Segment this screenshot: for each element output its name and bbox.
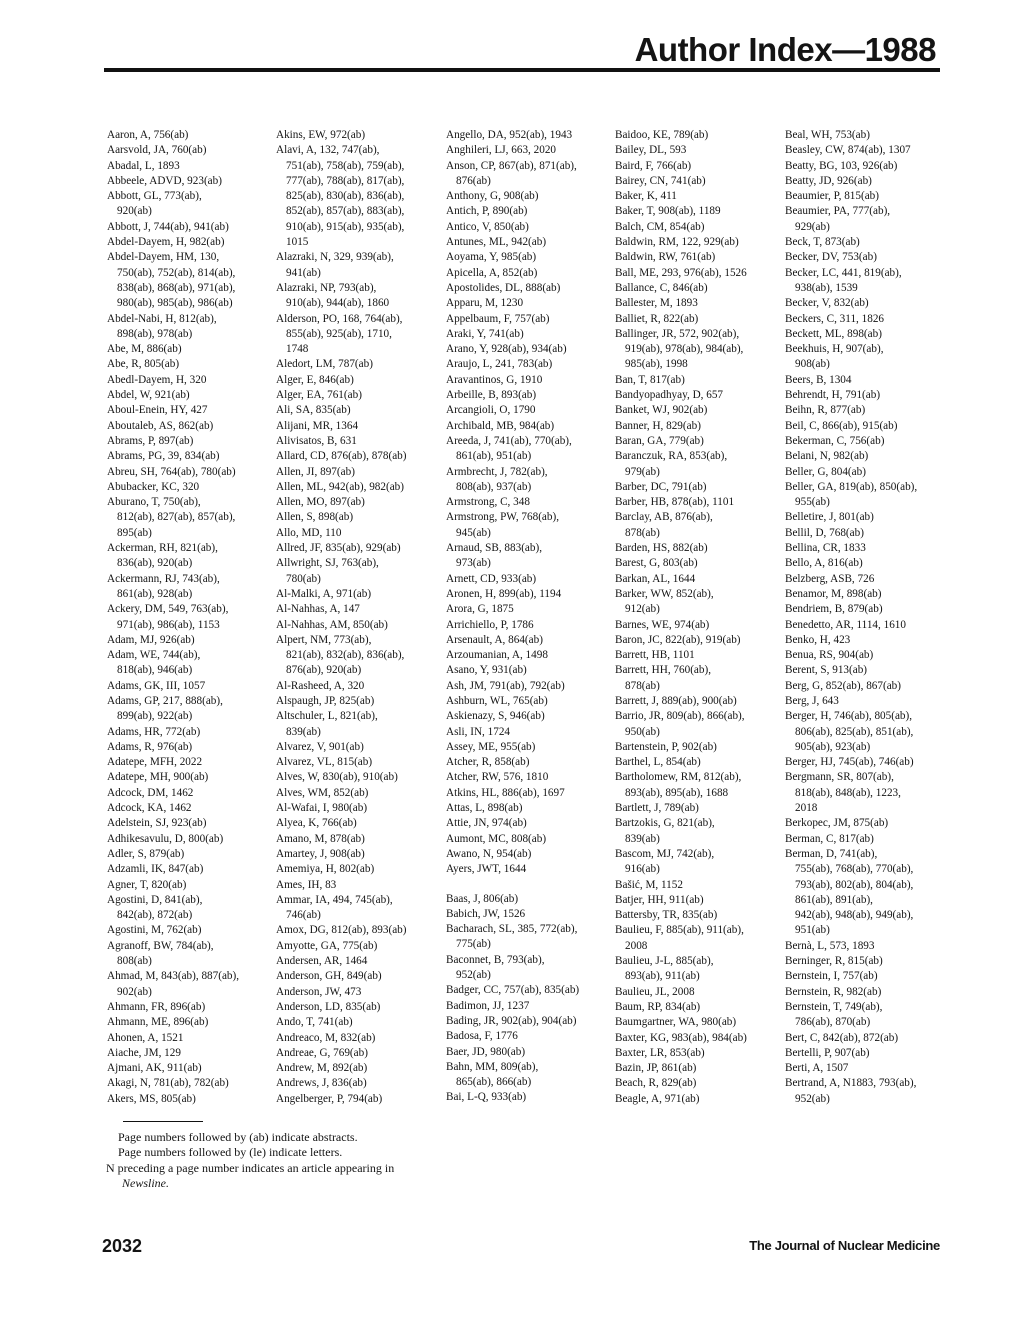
- index-entry: Berti, A, 1507: [785, 1062, 849, 1075]
- index-entry: Beal, WH, 753(ab): [785, 129, 870, 141]
- index-entry: Berger, HJ, 745(ab), 746(ab): [785, 756, 914, 769]
- index-entry: Berman, C, 817(ab): [785, 832, 874, 845]
- index-entry: Alves, W, 830(ab), 910(ab): [276, 771, 398, 784]
- index-entry: Bellil, D, 768(ab): [785, 526, 864, 539]
- index-entry: Aarsvold, JA, 760(ab): [107, 144, 207, 157]
- index-entry: Asli, IN, 1724: [446, 725, 511, 738]
- index-entry: Barden, HS, 882(ab): [615, 542, 708, 555]
- index-entry: Akers, MS, 805(ab): [107, 1092, 196, 1105]
- index-entry: Aaron, A, 756(ab): [107, 129, 189, 141]
- index-entry: Al-Nahhas, AM, 850(ab): [276, 618, 388, 631]
- index-entry: Armbrecht, J, 782(ab), 808(ab), 937(ab): [446, 465, 548, 493]
- index-entry: Apparu, M, 1230: [446, 297, 524, 310]
- page-number: 2032: [102, 1236, 143, 1256]
- index-entry: Ball, ME, 293, 976(ab), 1526: [615, 266, 747, 279]
- index-entry: Altschuler, L, 821(ab), 839(ab): [276, 710, 378, 738]
- index-entry: Belletire, J, 801(ab): [785, 511, 874, 524]
- index-entry: Ahmann, ME, 896(ab): [107, 1016, 209, 1029]
- index-entry: Baas, J, 806(ab): [446, 892, 519, 905]
- index-entry: Aumont, MC, 808(ab): [446, 832, 547, 845]
- index-entry: Abdel-Dayem, HM, 130, 750(ab), 752(ab), 814(ab), 838(ab), 868(ab), 971(ab), 980(ab), 985(ab), 986(ab): [107, 251, 236, 310]
- index-entry: Abdel-Nabi, H, 812(ab), 898(ab), 978(ab): [107, 312, 217, 340]
- index-entry: Barclay, AB, 876(ab), 878(ab): [615, 511, 713, 539]
- index-entry: Agostini, M, 762(ab): [107, 924, 202, 937]
- index-entry: Atcher, R, 858(ab): [446, 756, 530, 769]
- index-entry: Barthel, L, 854(ab): [615, 756, 701, 769]
- page-title: Author Index—1988: [634, 31, 936, 68]
- index-entry: Apostolides, DL, 888(ab): [446, 281, 561, 294]
- index-entry: Alvarez, V, 901(ab): [276, 740, 364, 753]
- index-entry: Adzamli, IK, 847(ab): [107, 863, 204, 876]
- index-entry: Baker, K, 411: [615, 190, 677, 203]
- index-entry: Behrendt, H, 791(ab): [785, 389, 881, 402]
- index-entry: Bernstein, I, 757(ab): [785, 970, 878, 983]
- index-entry: Adhikesavulu, D, 800(ab): [107, 832, 224, 845]
- journal-name: The Journal of Nuclear Medicine: [749, 1238, 940, 1253]
- index-entry: Barker, WW, 852(ab), 912(ab): [615, 587, 714, 616]
- index-entry: Bernà, L, 573, 1893: [785, 939, 875, 952]
- index-entry: Abe, R, 805(ab): [107, 358, 180, 371]
- index-entry: Becker, DV, 753(ab): [785, 251, 877, 264]
- index-entry: Araujo, L, 241, 783(ab): [446, 358, 553, 371]
- index-entry: Allard, CD, 876(ab), 878(ab): [276, 450, 407, 463]
- index-entry: Appelbaum, F, 757(ab): [446, 312, 550, 325]
- index-entry: Adams, R, 976(ab): [107, 740, 193, 753]
- index-entry: Berninger, R, 815(ab): [785, 955, 883, 968]
- index-entry: Adam, MJ, 926(ab): [107, 633, 195, 646]
- index-entry: Arnaud, SB, 883(ab), 973(ab): [446, 542, 543, 570]
- index-entry: Bading, JR, 902(ab), 904(ab): [446, 1014, 577, 1027]
- index-entry: Amartey, J, 908(ab): [276, 847, 365, 860]
- index-entry: Baxter, KG, 983(ab), 984(ab): [615, 1031, 747, 1044]
- index-entry: Angelberger, P, 794(ab): [276, 1092, 383, 1105]
- index-entry: Alger, EA, 761(ab): [276, 389, 362, 402]
- index-entry: Anderson, JW, 473: [276, 985, 362, 998]
- index-entry: Aboul-Enein, HY, 427: [107, 404, 208, 417]
- index-entry: Benko, H, 423: [785, 633, 851, 646]
- index-entry: Baer, JD, 980(ab): [446, 1045, 526, 1058]
- index-entry: Amyotte, GA, 775(ab): [276, 939, 378, 952]
- index-entry: Benedetto, AR, 1114, 1610: [785, 618, 906, 631]
- index-entry: Barber, HB, 878(ab), 1101: [615, 496, 735, 509]
- index-entry: Ballester, M, 1893: [615, 297, 698, 310]
- index-entry: Aburano, T, 750(ab), 812(ab), 827(ab), 857(ab), 895(ab): [107, 496, 236, 539]
- index-entry: Beagle, A, 971(ab): [615, 1092, 700, 1105]
- index-entry: Beihn, R, 877(ab): [785, 404, 866, 417]
- index-entry: Barrett, HB, 1101: [615, 649, 695, 662]
- index-entry: Benua, RS, 904(ab): [785, 649, 874, 662]
- index-entry: Aronen, H, 899(ab), 1194: [446, 587, 562, 600]
- index-entry: Beatty, BG, 103, 926(ab): [785, 159, 898, 172]
- index-entry: Arsenault, A, 864(ab): [446, 633, 543, 646]
- index-entry: Al-Malki, A, 971(ab): [276, 587, 372, 600]
- index-entry: Bartlett, J, 789(ab): [615, 802, 699, 815]
- index-entry: Alazraki, NP, 793(ab), 910(ab), 944(ab), 1860: [276, 281, 390, 310]
- footnotes: [106, 1130, 566, 1191]
- index-entry: Belzberg, ASB, 726: [785, 572, 875, 585]
- index-entry: Arrichiello, P, 1786: [446, 618, 534, 631]
- index-entry: Berg, G, 852(ab), 867(ab): [785, 679, 901, 692]
- index-entry: Andrew, M, 892(ab): [276, 1062, 368, 1075]
- index-entry: Armstrong, C, 348: [446, 496, 530, 509]
- index-entry: Al-Wafai, I, 980(ab): [276, 802, 368, 815]
- index-entry: Beil, C, 866(ab), 915(ab): [785, 419, 898, 432]
- index-column-4: [615, 128, 747, 1107]
- index-entry: Arora, G, 1875: [446, 603, 514, 616]
- index-entry: Baker, T, 908(ab), 1189: [615, 205, 721, 218]
- index-entry: Allen, JI, 897(ab): [276, 465, 355, 478]
- index-entry: Abubacker, KC, 320: [107, 480, 200, 493]
- index-entry: Abadal, L, 1893: [107, 159, 180, 172]
- index-entry: Baldwin, RM, 122, 929(ab): [615, 236, 739, 249]
- index-entry: Abreu, SH, 764(ab), 780(ab): [107, 465, 236, 478]
- index-entry: Asano, Y, 931(ab): [446, 664, 527, 677]
- index-entry: Baidoo, KE, 789(ab): [615, 129, 709, 141]
- index-entry: Badimon, JJ, 1237: [446, 999, 530, 1012]
- index-entry: Beaumier, P, 815(ab): [785, 190, 879, 203]
- index-entry: Bartenstein, P, 902(ab): [615, 740, 717, 753]
- index-entry: Bandyopadhyay, D, 657: [615, 389, 724, 402]
- footnote-newsline: [106, 1161, 566, 1192]
- index-entry: Bert, C, 842(ab), 872(ab): [785, 1031, 899, 1044]
- index-entry: Beasley, CW, 874(ab), 1307: [785, 144, 911, 157]
- index-entry: Amano, M, 878(ab): [276, 832, 365, 845]
- index-entry: Bendriem, B, 879(ab): [785, 603, 883, 616]
- index-entry: Areeda, J, 741(ab), 770(ab), 861(ab), 951(ab): [446, 434, 572, 463]
- index-entry: Bascom, MJ, 742(ab), 916(ab): [615, 847, 715, 876]
- index-entry: Alijani, MR, 1364: [276, 419, 359, 432]
- index-entry: Batjer, HH, 911(ab): [615, 893, 704, 906]
- index-entry: Baron, JC, 822(ab), 919(ab): [615, 633, 741, 646]
- index-entry: Assey, ME, 955(ab): [446, 740, 536, 753]
- index-entry: Baum, RP, 834(ab): [615, 1000, 701, 1013]
- index-entry: Baconnet, B, 793(ab), 952(ab): [446, 953, 545, 982]
- index-entry: Bailey, DL, 593: [615, 144, 687, 157]
- index-entry: Adelstein, SJ, 923(ab): [107, 817, 207, 830]
- index-entry: Atkins, HL, 886(ab), 1697: [446, 786, 565, 799]
- index-entry: Adams, GP, 217, 888(ab), 899(ab), 922(ab): [107, 694, 223, 723]
- index-entry: Ayers, JWT, 1644: [446, 863, 527, 876]
- index-entry: Andreaco, M, 832(ab): [276, 1031, 376, 1044]
- index-entry: Abrams, P, 897(ab): [107, 434, 194, 447]
- index-entry: Bašić, M, 1152: [615, 878, 683, 891]
- footnote-newsline-text: N preceding a page number indicates an article appearing in: [106, 1160, 395, 1175]
- index-entry: Alazraki, N, 329, 939(ab), 941(ab): [276, 251, 394, 279]
- index-entry: Bazin, JP, 861(ab): [615, 1062, 697, 1075]
- index-entry: Anson, CP, 867(ab), 871(ab), 876(ab): [446, 159, 577, 187]
- index-entry: Aboutaleb, AS, 862(ab): [107, 419, 214, 432]
- index-entry: Bairey, CN, 741(ab): [615, 174, 706, 187]
- index-entry: Aravantinos, G, 1910: [446, 373, 543, 386]
- index-entry: Adler, S, 879(ab): [107, 847, 185, 860]
- index-entry: Banner, H, 829(ab): [615, 419, 701, 432]
- footnote-newsline-title: Newsline.: [122, 1175, 169, 1190]
- index-entry: Beckett, ML, 898(ab): [785, 327, 882, 340]
- index-entry: Ahmad, M, 843(ab), 887(ab), 902(ab): [107, 970, 240, 998]
- index-entry: Belani, N, 982(ab): [785, 450, 869, 463]
- index-entry: Anghileri, LJ, 663, 2020: [446, 144, 557, 157]
- index-entry: Ballance, C, 846(ab): [615, 281, 708, 294]
- index-column-3: [446, 128, 579, 1106]
- index-entry: Barrett, HH, 760(ab), 878(ab): [615, 664, 711, 692]
- index-entry: Allwright, SJ, 763(ab), 780(ab): [276, 557, 379, 585]
- index-entry: Barnes, WE, 974(ab): [615, 618, 710, 631]
- index-entry: Arnett, CD, 933(ab): [446, 572, 537, 585]
- index-entry: Beekhuis, H, 907(ab), 908(ab): [785, 343, 884, 371]
- index-entry: Arzoumanian, A, 1498: [446, 649, 548, 662]
- index-entry: Anthony, G, 908(ab): [446, 190, 539, 203]
- index-entry: Baulieu, JL, 2008: [615, 985, 695, 998]
- index-entry: Apicella, A, 852(ab): [446, 266, 538, 279]
- index-entry: Awano, N, 954(ab): [446, 847, 532, 860]
- index-entry: Baulieu, J-L, 885(ab), 893(ab), 911(ab): [615, 955, 714, 983]
- index-entry: Aledort, LM, 787(ab): [276, 358, 373, 371]
- index-entry: Askienazy, S, 946(ab): [446, 710, 545, 723]
- index-entry: Ahmann, FR, 896(ab): [107, 1000, 206, 1013]
- index-entry: Aiache, JM, 129: [107, 1046, 181, 1059]
- index-entry: Bekerman, C, 756(ab): [785, 434, 885, 447]
- index-entry: Arano, Y, 928(ab), 934(ab): [446, 343, 567, 356]
- index-entry: Baranczuk, RA, 853(ab), 979(ab): [615, 450, 728, 478]
- index-entry: Balch, CM, 854(ab): [615, 220, 705, 233]
- index-entry: Alderson, PO, 168, 764(ab), 855(ab), 925(ab), 1710, 1748: [276, 312, 403, 356]
- index-entry: Ashburn, WL, 765(ab): [446, 694, 548, 707]
- index-entry: Archibald, MB, 984(ab): [446, 419, 555, 432]
- index-entry: Baird, F, 766(ab): [615, 159, 692, 172]
- index-entry: Berger, H, 746(ab), 805(ab), 806(ab), 825(ab), 851(ab), 905(ab), 923(ab): [785, 710, 914, 753]
- index-entry: Alavi, A, 132, 747(ab), 751(ab), 758(ab), 759(ab), 777(ab), 788(ab), 817(ab), 825(ab), 830(ab), 836(ab), 852(ab), 857(ab), 883(ab), 910(ab), 915(ab), 935(ab), 1015: [276, 144, 405, 249]
- index-entry: Adatepe, MFH, 2022: [107, 756, 203, 769]
- index-entry: Balliet, R, 822(ab): [615, 312, 699, 325]
- index-entry: Bertrand, A, N1883, 793(ab), 952(ab): [785, 1077, 917, 1105]
- index-entry: Akins, EW, 972(ab): [276, 129, 366, 141]
- index-entry: Arcangioli, O, 1790: [446, 404, 536, 417]
- index-entry: Babich, JW, 1526: [446, 907, 526, 920]
- index-entry: Bernstein, R, 982(ab): [785, 985, 882, 998]
- index-entry: Antunes, ML, 942(ab): [446, 236, 547, 249]
- index-entry: Anderson, LD, 835(ab): [276, 1000, 381, 1013]
- index-entry: Abbott, J, 744(ab), 941(ab): [107, 220, 229, 233]
- index-entry: Beach, R, 829(ab): [615, 1077, 697, 1090]
- index-entry: Barest, G, 803(ab): [615, 557, 698, 570]
- index-entry: Allen, MO, 897(ab): [276, 496, 365, 509]
- index-entry: Alpert, NM, 773(ab), 821(ab), 832(ab), 836(ab), 876(ab), 920(ab): [276, 633, 405, 677]
- index-entry: Beers, B, 1304: [785, 373, 852, 386]
- index-entry: Becker, V, 832(ab): [785, 297, 869, 310]
- footnote-letters: Page numbers followed by (le) indicate letters.: [118, 1145, 343, 1160]
- index-entry: Baulieu, F, 885(ab), 911(ab), 2008: [615, 924, 744, 952]
- index-entry: Abdel, W, 921(ab): [107, 389, 190, 402]
- index-entry: Ajmani, AK, 911(ab): [107, 1062, 202, 1075]
- index-entry: Andreae, G, 769(ab): [276, 1046, 368, 1059]
- index-entry: Allred, JF, 835(ab), 929(ab): [276, 542, 401, 555]
- index-entry: Baxter, LR, 853(ab): [615, 1046, 705, 1059]
- index-entry: Agostini, D, 841(ab), 842(ab), 872(ab): [107, 893, 203, 922]
- index-entry: Abdel-Dayem, H, 982(ab): [107, 236, 225, 249]
- index-entry: Ando, T, 741(ab): [276, 1016, 353, 1029]
- index-entry: Adcock, DM, 1462: [107, 786, 194, 799]
- index-entry: Bahn, MM, 809(ab), 865(ab), 866(ab): [446, 1060, 539, 1089]
- index-entry: Araki, Y, 741(ab): [446, 327, 524, 340]
- index-entry: Beckers, C, 311, 1826: [785, 312, 885, 325]
- index-entry: Al-Rasheed, A, 320: [276, 679, 365, 692]
- index-entry: Allen, ML, 942(ab), 982(ab): [276, 480, 405, 493]
- index-entry: Ballinger, JR, 572, 902(ab), 919(ab), 978(ab), 984(ab), 985(ab), 1998: [615, 327, 744, 371]
- index-column-5: [785, 128, 917, 1107]
- index-entry: Beller, GA, 819(ab), 850(ab), 955(ab): [785, 480, 918, 509]
- index-entry: Bai, L-Q, 933(ab): [446, 1091, 527, 1104]
- index-entry: Alspaugh, JP, 825(ab): [276, 694, 375, 707]
- index-entry: Ackery, DM, 549, 763(ab), 971(ab), 986(ab), 1153: [107, 603, 229, 631]
- index-entry: Alyea, K, 766(ab): [276, 817, 357, 830]
- index-entry: Armstrong, PW, 768(ab), 945(ab): [446, 511, 560, 539]
- index-entry: Barrio, JR, 809(ab), 866(ab), 950(ab): [615, 710, 745, 738]
- index-entry: Bartzokis, G, 821(ab), 839(ab): [615, 817, 715, 845]
- index-entry: Alvarez, VL, 815(ab): [276, 756, 373, 769]
- index-entry: Antich, P, 890(ab): [446, 205, 528, 218]
- index-entry: Attas, L, 898(ab): [446, 802, 523, 815]
- index-entry: Banket, WJ, 902(ab): [615, 404, 708, 417]
- index-entry: Battersby, TR, 835(ab): [615, 909, 718, 922]
- index-entry: Allen, S, 898(ab): [276, 511, 354, 524]
- index-entry: Berg, J, 643: [785, 694, 839, 707]
- index-entry: Arbeille, B, 893(ab): [446, 389, 537, 402]
- index-entry: Bartholomew, RM, 812(ab), 893(ab), 895(ab), 1688: [615, 771, 742, 799]
- index-entry: Adcock, KA, 1462: [107, 802, 192, 815]
- index-entry: Allo, MD, 110: [276, 526, 342, 539]
- index-entry: Adam, WE, 744(ab), 818(ab), 946(ab): [107, 649, 201, 677]
- index-entry: Ackermann, RJ, 743(ab), 861(ab), 928(ab): [107, 572, 220, 600]
- index-entry: Berman, D, 741(ab), 755(ab), 768(ab), 770(ab), 793(ab), 802(ab), 804(ab), 861(ab), 891(ab), 942(ab), 948(ab), 949(ab), 951(ab): [785, 847, 914, 937]
- index-entry: Bacharach, SL, 385, 772(ab), 775(ab): [446, 923, 578, 951]
- index-entry: Al-Nahhas, A, 147: [276, 603, 360, 616]
- index-entry: Badosa, F, 1776: [446, 1030, 518, 1043]
- index-entry: Andrews, J, 836(ab): [276, 1077, 367, 1090]
- footnote-abstracts: Page numbers followed by (ab) indicate abstracts.: [118, 1130, 358, 1144]
- index-entry: Beaumier, PA, 777(ab), 929(ab): [785, 205, 891, 233]
- index-entry: Antico, V, 850(ab): [446, 220, 529, 233]
- header-rule: [104, 68, 940, 72]
- index-entry: Atcher, RW, 576, 1810: [446, 771, 549, 784]
- index-entry: Benamor, M, 898(ab): [785, 587, 882, 600]
- index-entry: Berent, S, 913(ab): [785, 664, 868, 677]
- index-entry: Barrett, J, 889(ab), 900(ab): [615, 694, 737, 707]
- index-entry: Alves, WM, 852(ab): [276, 786, 369, 799]
- index-entry: Ammar, IA, 494, 745(ab), 746(ab): [276, 893, 393, 922]
- index-entry: Ali, SA, 835(ab): [276, 404, 351, 417]
- index-entry: Amemiya, H, 802(ab): [276, 863, 375, 876]
- index-entry: Bergmann, SR, 807(ab), 818(ab), 848(ab), 1223, 2018: [785, 771, 901, 815]
- index-entry: Abe, M, 886(ab): [107, 343, 182, 356]
- index-entry: Angello, DA, 952(ab), 1943: [446, 129, 573, 141]
- index-entry: Becker, LC, 441, 819(ab), 938(ab), 1539: [785, 266, 902, 294]
- index-entry: Bertelli, P, 907(ab): [785, 1046, 870, 1059]
- index-entry: Ackerman, RH, 821(ab), 836(ab), 920(ab): [107, 542, 218, 570]
- index-entry: Ahonen, A, 1521: [107, 1031, 184, 1044]
- index-entry: Barber, DC, 791(ab): [615, 480, 707, 493]
- index-entry: Abrams, PG, 39, 834(ab): [107, 450, 220, 463]
- index-entry: Aoyama, Y, 985(ab): [446, 251, 537, 264]
- section-gap: [446, 878, 579, 892]
- index-entry: Abedl-Dayem, H, 320: [107, 373, 207, 386]
- index-entry: Beatty, JD, 926(ab): [785, 174, 872, 187]
- index-entry: Adatepe, MH, 900(ab): [107, 771, 209, 784]
- index-entry: Bernstein, T, 749(ab), 786(ab), 870(ab): [785, 1000, 883, 1029]
- index-entry: Agner, T, 820(ab): [107, 878, 187, 891]
- index-entry: Amox, DG, 812(ab), 893(ab): [276, 924, 407, 937]
- index-entry: Badger, CC, 757(ab), 835(ab): [446, 984, 580, 997]
- index-entry: Beller, G, 804(ab): [785, 465, 866, 478]
- index-entry: Alger, E, 846(ab): [276, 373, 354, 386]
- index-entry: Adams, HR, 772(ab): [107, 725, 201, 738]
- index-entry: Andersen, AR, 1464: [276, 955, 368, 968]
- index-entry: Barkan, AL, 1644: [615, 572, 696, 585]
- index-entry: Akagi, N, 781(ab), 782(ab): [107, 1077, 229, 1090]
- index-entry: Agranoff, BW, 784(ab), 808(ab): [107, 939, 214, 968]
- index-entry: Attie, JN, 974(ab): [446, 817, 527, 830]
- index-entry: Ban, T, 817(ab): [615, 373, 685, 386]
- index-entry: Bellina, CR, 1833: [785, 542, 866, 555]
- index-entry: Adams, GK, III, 1057: [107, 679, 206, 692]
- footnote-rule: [123, 1121, 203, 1122]
- index-entry: Bello, A, 816(ab): [785, 557, 863, 570]
- index-entry: Abbeele, ADVD, 923(ab): [107, 174, 222, 187]
- index-entry: Baran, GA, 779(ab): [615, 434, 704, 447]
- index-entry: Berkopec, JM, 875(ab): [785, 817, 889, 830]
- index-entry: Ash, JM, 791(ab), 792(ab): [446, 679, 565, 692]
- index-entry: Anderson, GH, 849(ab): [276, 970, 382, 983]
- index-entry: Ames, IH, 83: [276, 878, 337, 891]
- index-column-1: [107, 128, 239, 1107]
- index-entry: Baumgartner, WA, 980(ab): [615, 1016, 737, 1029]
- index-column-2: [276, 128, 407, 1107]
- index-entry: Abbott, GL, 773(ab), 920(ab): [107, 190, 202, 218]
- index-entry: Alivisatos, B, 631: [276, 434, 357, 447]
- index-entry: Baldwin, RW, 761(ab): [615, 251, 716, 264]
- index-entry: Beck, T, 873(ab): [785, 236, 860, 249]
